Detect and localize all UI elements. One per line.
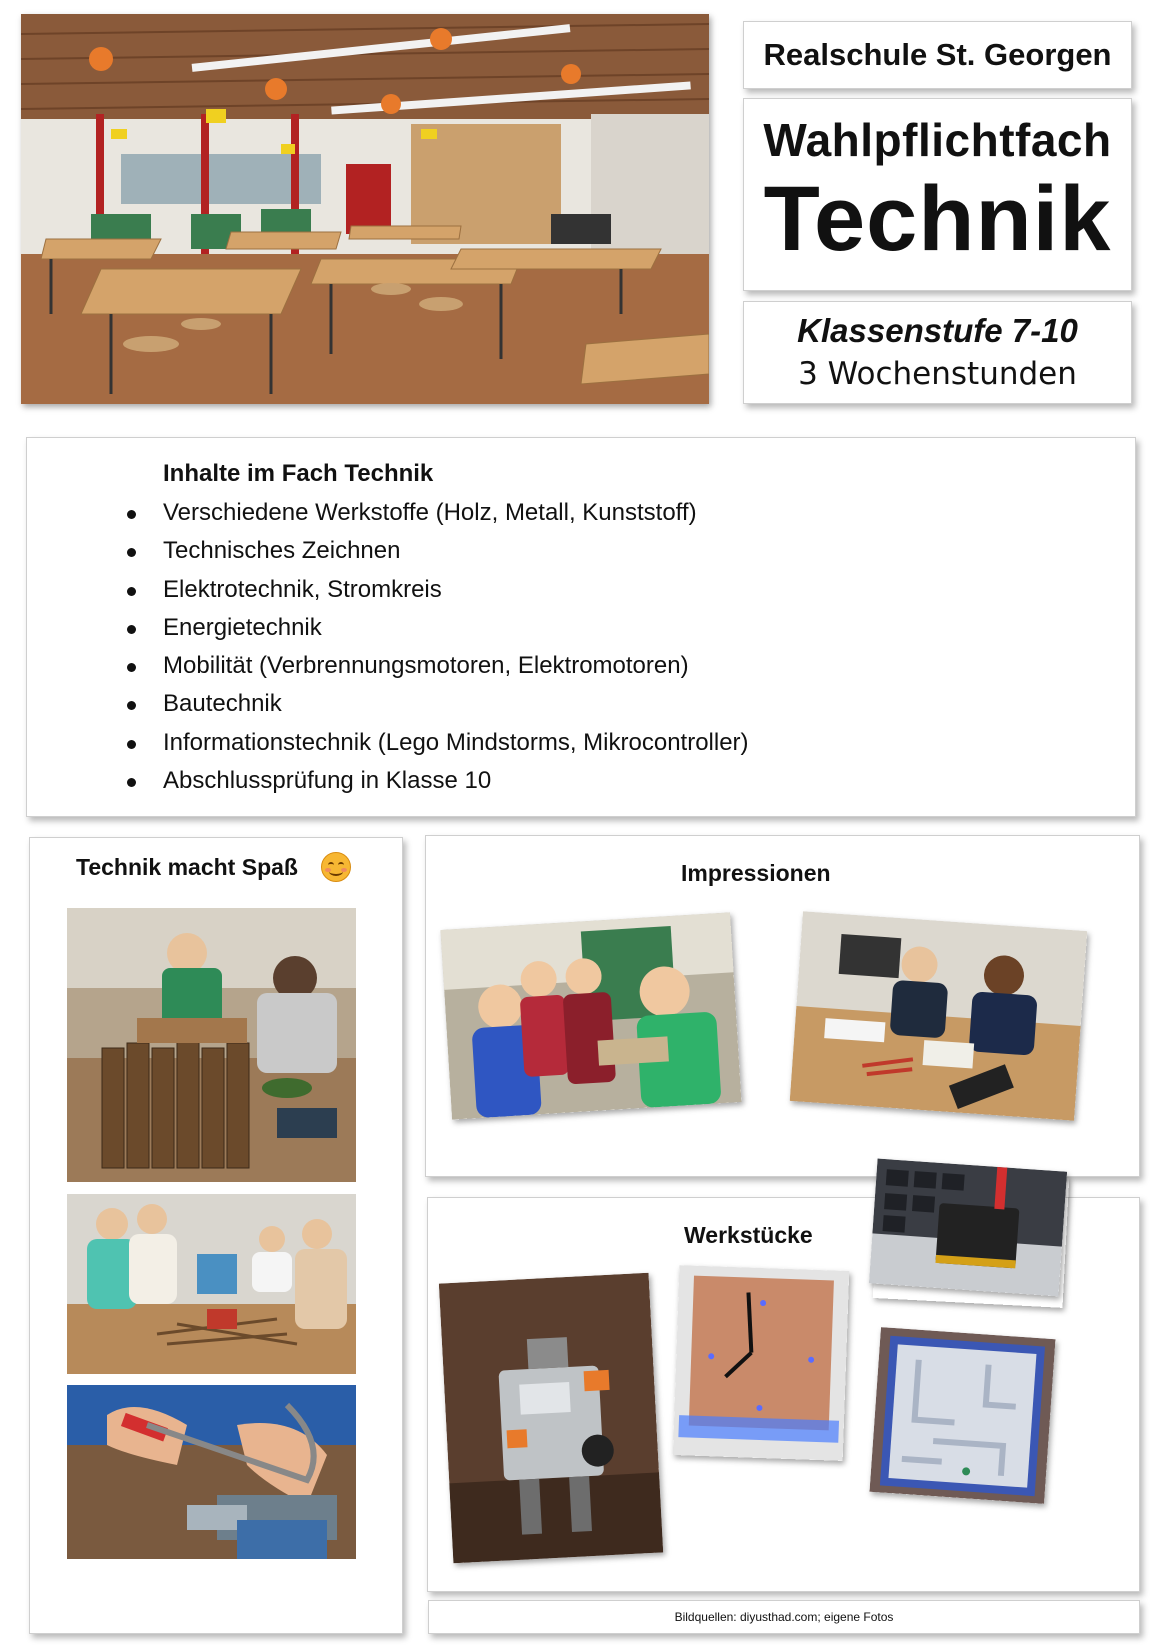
list-item-text: Energietechnik [163,613,322,641]
bullet-icon [127,778,136,787]
list-item [127,494,749,532]
list-item [127,762,749,800]
workpiece-photo-acrylic-maze [869,1327,1055,1504]
list-item [127,685,749,723]
bullet-icon [127,510,136,519]
list-item [127,647,749,685]
fun-box [29,837,403,1634]
workpiece-photo-clock [673,1265,850,1461]
contents-list [127,494,749,800]
subject-box [743,98,1132,291]
list-item [127,609,749,647]
workpiece-photo-lego-robot [439,1273,663,1564]
impressions-box [425,835,1140,1177]
impressions-title: Impressionen [681,860,831,886]
workshop-illustration [21,14,709,404]
contents-title: Inhalte im Fach Technik [163,460,434,487]
workpieces-box [427,1197,1140,1592]
fun-title: Technik macht Spaß [76,854,298,880]
list-item-text: Abschlussprüfung in Klasse 10 [163,767,492,795]
list-item-text: Informationstechnik (Lego Mindstorms, Mikrocontroller) [163,728,749,756]
image-sources-text: Bildquellen: diyusthad.com; eigene Fotos [674,1610,894,1624]
list-item [127,724,749,762]
contents-box [26,437,1136,817]
bullet-icon [127,548,136,557]
list-item-text: Technisches Zeichnen [163,537,401,565]
bullet-icon [127,625,136,634]
grade-box [743,301,1132,404]
fun-photo-wood-construction [67,908,356,1182]
school-name-text: Realschule St. Georgen [763,37,1112,72]
image-sources [428,1600,1140,1634]
fun-photo-sawing [67,1385,356,1559]
bullet-icon [127,663,136,672]
bullet-icon [127,701,136,710]
subject-type: Wahlpflichtfach [763,114,1112,166]
grade-level: Klassenstufe 7-10 [797,312,1078,349]
workshop-photo [21,14,709,404]
fun-photo-workbench [67,1194,356,1374]
bullet-icon [127,740,136,749]
list-item-text: Mobilität (Verbrennungsmotoren, Elektromotoren) [163,652,689,680]
impression-photo-soldering [790,911,1088,1120]
list-item-text: Elektrotechnik, Stromkreis [163,575,442,603]
workpieces-title: Werkstücke [684,1222,813,1248]
list-item [127,532,749,570]
smiling-face-icon [321,852,351,882]
subject-title: Technik [763,168,1112,270]
list-item [127,571,749,609]
workpiece-photo-microbit-board [869,1159,1067,1297]
impression-photo-kids-with-goggles [440,912,741,1119]
list-item-text: Bautechnik [163,690,282,718]
bullet-icon [127,587,136,596]
weekly-hours: 3 Wochenstunden [798,356,1077,392]
school-name [743,21,1132,89]
list-item-text: Verschiedene Werkstoffe (Holz, Metall, Kunststoff) [163,499,697,526]
